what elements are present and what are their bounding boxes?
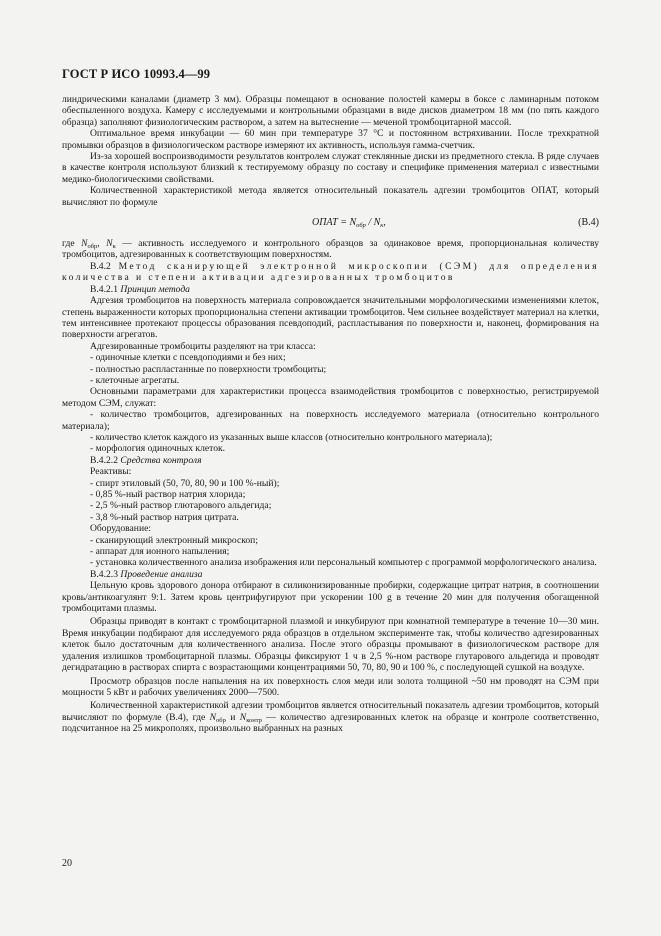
section-heading-b422	[62, 455, 599, 466]
paragraph	[62, 700, 599, 734]
section-number: В.4.2.3	[90, 568, 118, 580]
subscript: обр	[87, 243, 98, 251]
page-number: 20	[62, 858, 72, 869]
formula-expression: ОПАТ = $N_{обр} / N_к$,	[312, 217, 386, 230]
list-item: - 0,85 %-ный раствор натрия хлорида;	[90, 489, 246, 500]
symbol: N	[209, 711, 217, 723]
subscript: обр	[216, 716, 226, 724]
list-item: - количество клеток каждого из указанных выше классов (относительно контрольного материала);	[90, 431, 493, 443]
paragraph: линдрическими каналами (диаметр 3 мм). Образцы помещают в основание полостей камеры в боксе с ламинарным потоком обеспыленного воздуха. Камеру с исследуемыми и контрольными образцами в виде дисков диаметром 18 мм (по пять каждого образца) заполняют физиологическим раствором, а затем на вытеснение — меченой тромбоцитарной массой.	[62, 94, 599, 128]
list-item: - установка количественного анализа изображения или персональный компьютер с программой морфологического анализа.	[90, 557, 597, 569]
section-title: Средства контроля	[120, 454, 202, 466]
symbol: N	[239, 711, 247, 723]
list-item: - клеточные агрегаты.	[90, 374, 180, 386]
paragraph: Цельную кровь здорового донора отбирают в силиконизированные пробирки, содержащие цитрат натрия, в соотношении кровь/антикоагулянт 9:1. Затем кровь центрифугируют при ускорении 100 g в течение 20 мин для получения обогащенной тромбоцитами плазмы.	[62, 580, 599, 615]
section-title: Метод сканирующей электронной микроскопии (СЭМ) для определения количества и степени активации адгезированных тромбоцитов	[62, 260, 599, 284]
formula-subscript: к	[380, 222, 384, 230]
formula-legend: где $N_{обр}$, $N_к$ — активность исследуемого и контрольного образцов за одинаковое время, пропорциональная количеству тромбоцитов, адгезированных к соответствующим поверхностям.	[62, 238, 599, 261]
list-item: - 3,8 %-ный раствор натрия цитрата.	[90, 511, 239, 523]
list-item: - одиночные клетки с псевдоподиями и без них;	[90, 352, 286, 364]
list-item: - спирт этиловый (50, 70, 80, 90 и 100 %-ный);	[90, 477, 280, 489]
paragraph: Из-за хорошей воспроизводимости результатов контролем служат стеклянные диски из предметного стекла. В ряде случаев в качестве контроля используют близкий к тестируемому образцу по составу и специфике применения материал с известными медико-биологическими свойствами.	[62, 151, 599, 185]
formula-separator: /	[365, 217, 374, 229]
section-heading-b421	[62, 284, 599, 295]
list-item: - 2,5 %-ный раствор глютарового альдегида;	[90, 500, 272, 512]
section-number: В.4.2.1	[90, 283, 118, 295]
text-run: — количество адгезированных клеток на образце и контроле соответственно, подсчитанное на 25 микрополях, произвольно выбранных на разных	[62, 711, 600, 735]
text-run: и	[225, 711, 240, 723]
reagents-label: Реактивы:	[90, 466, 132, 478]
equipment-label: Оборудование:	[90, 523, 152, 535]
legend-text: — активность исследуемого и контрольного образцов за одинаковое время, пропорциональная количеству тромбоцитов, адгезированных к соответствующим поверхностям.	[62, 238, 599, 261]
formula-lhs: ОПАТ	[312, 217, 338, 229]
list-item: - сканирующий электронный микроскоп;	[90, 534, 258, 546]
formula-symbol: N	[373, 217, 381, 229]
paragraph: Количественной характеристикой метода является относительный показатель адгезии тромбоцитов ОПАТ, который вычисляют по формуле	[62, 185, 599, 208]
section-title: Проведение анализа	[120, 568, 203, 580]
section-number: В.4.2.2	[90, 454, 118, 466]
text-run: Количественной характеристикой адгезии тромбоцитов является относительный показатель адгезии тромбоцитов, который вычисляют по формуле (В.4), где	[62, 700, 599, 723]
subscript: к	[112, 243, 116, 251]
where-word: где	[62, 238, 75, 250]
list-item: - аппарат для ионного напыления;	[90, 546, 230, 558]
document-body	[62, 94, 599, 735]
paragraph: Адгезия тромбоцитов на поверхность материала сопровождается значительными морфологическими изменениями клеток, степень выраженности которых пропорциональна степени активации тромбоцитов. Чем сильнее воздействует материал на клетки, тем интенсивнее протекают процессы образования псевдоподий, распластывания по поверхности и, наконец, формирования на поверхности агрегатов.	[62, 295, 599, 341]
section-number: В.4.2	[90, 260, 111, 272]
section-heading-b423	[62, 569, 599, 580]
symbol: N	[106, 238, 113, 250]
paragraph: Просмотр образцов после напыления на их поверхность слоя меди или золота толщиной ~50 нм проводят на СЭМ при мощности 5 кВт и рабочих увеличениях 2000—7500.	[62, 675, 599, 698]
formula-tail: ,	[383, 217, 386, 229]
paragraph: Основными параметрами для характеристики процесса взаимодействия тромбоцитов с поверхностью, регистрируемой методом СЭМ, служат:	[62, 386, 599, 409]
formula-b4	[62, 208, 599, 238]
paragraph: Образцы приводят в контакт с тромбоцитарной плазмой и инкубируют при комнатной температуре в течение 10—30 мин. Время инкубации подбирают для исследуемого ряда образцов в отдельном эксперименте так, чтобы количество адгезированных клеток было достаточным для количественного анализа. После этого образцы промывают в физиологическом растворе для удаления излишков тромбоцитарной плазмы. Образцы фиксируют 1 ч в 2,5 %-ном растворе глутарового альдегида и проводят дегидратацию в растворах спирта с возрастающими концентрациями 50, 70, 80, 90 и 100 %, с последующей сушкой на воздухе.	[62, 616, 599, 674]
paragraph: Адгезированные тромбоциты разделяют на три класса:	[90, 340, 316, 352]
list-item: - полностью распластанные по поверхности тромбоциты;	[90, 363, 327, 375]
list-item: - морфология одиночных клеток.	[90, 443, 226, 455]
symbol: N	[81, 238, 88, 250]
subscript: контр	[246, 716, 262, 724]
section-title: Принцип метода	[120, 283, 190, 295]
formula-subscript: обр	[356, 222, 366, 230]
standard-header: ГОСТ Р ИСО 10993.4—99	[62, 67, 211, 81]
formula-number: (B.4)	[578, 217, 599, 229]
paragraph: Оптимальное время инкубации — 60 мин при температуре 37 °С и постоянном встряхивании. После трехкратной промывки образцов в физиологическом растворе измеряют их активность, используя гамма-счетчик.	[62, 128, 599, 151]
list-item: - количество тромбоцитов, адгезированных на поверхность исследуемого материала (относительно контрольного материала);	[62, 409, 599, 432]
section-heading-b42	[62, 261, 599, 284]
formula-symbol: N	[349, 217, 357, 229]
